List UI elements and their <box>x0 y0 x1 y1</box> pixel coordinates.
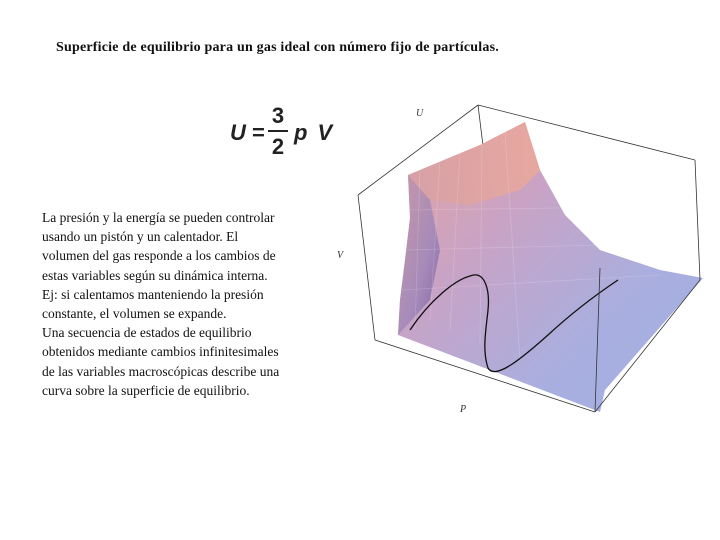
description-line: La presión y la energía se pueden controlar <box>42 210 275 225</box>
description-line: de las variables macroscópicas describe una <box>42 363 280 379</box>
formula-numerator: 3 <box>271 103 285 128</box>
description-line: Ej: si calentamos manteniendo la presión <box>42 286 264 302</box>
axis-label-p: P <box>460 404 467 415</box>
description-line: estas variables según su dinámica interna. <box>42 267 268 283</box>
formula-denominator: 2 <box>271 134 285 159</box>
equilibrium-surface-plot <box>332 100 720 430</box>
description-line: curva sobre la superficie de equilibrio. <box>42 382 250 398</box>
formula-lhs: U <box>230 120 246 145</box>
description-text <box>42 208 342 400</box>
formula-fraction <box>268 104 288 160</box>
description-line: usando un pistón y un calentador. El <box>42 229 239 245</box>
formula-rhs: p V <box>294 120 333 145</box>
description-line: Una secuencia de estados de equilibrio <box>42 325 252 341</box>
formula-equals: = <box>252 120 265 145</box>
equilibrium-surface <box>398 122 703 412</box>
axis-label-v: V <box>337 250 344 261</box>
fraction-bar <box>268 130 288 132</box>
description-line: volumen del gas responde a los cambios de <box>42 248 276 264</box>
axis-label-u: U <box>416 108 424 119</box>
slide-title: Superficie de equilibrio para un gas ideal con número fijo de partículas. <box>56 40 499 55</box>
description-line: obtenidos mediante cambios infinitesimales <box>42 344 279 360</box>
description-line: constante, el volumen se expande. <box>42 306 227 322</box>
internal-energy-formula <box>230 104 340 166</box>
